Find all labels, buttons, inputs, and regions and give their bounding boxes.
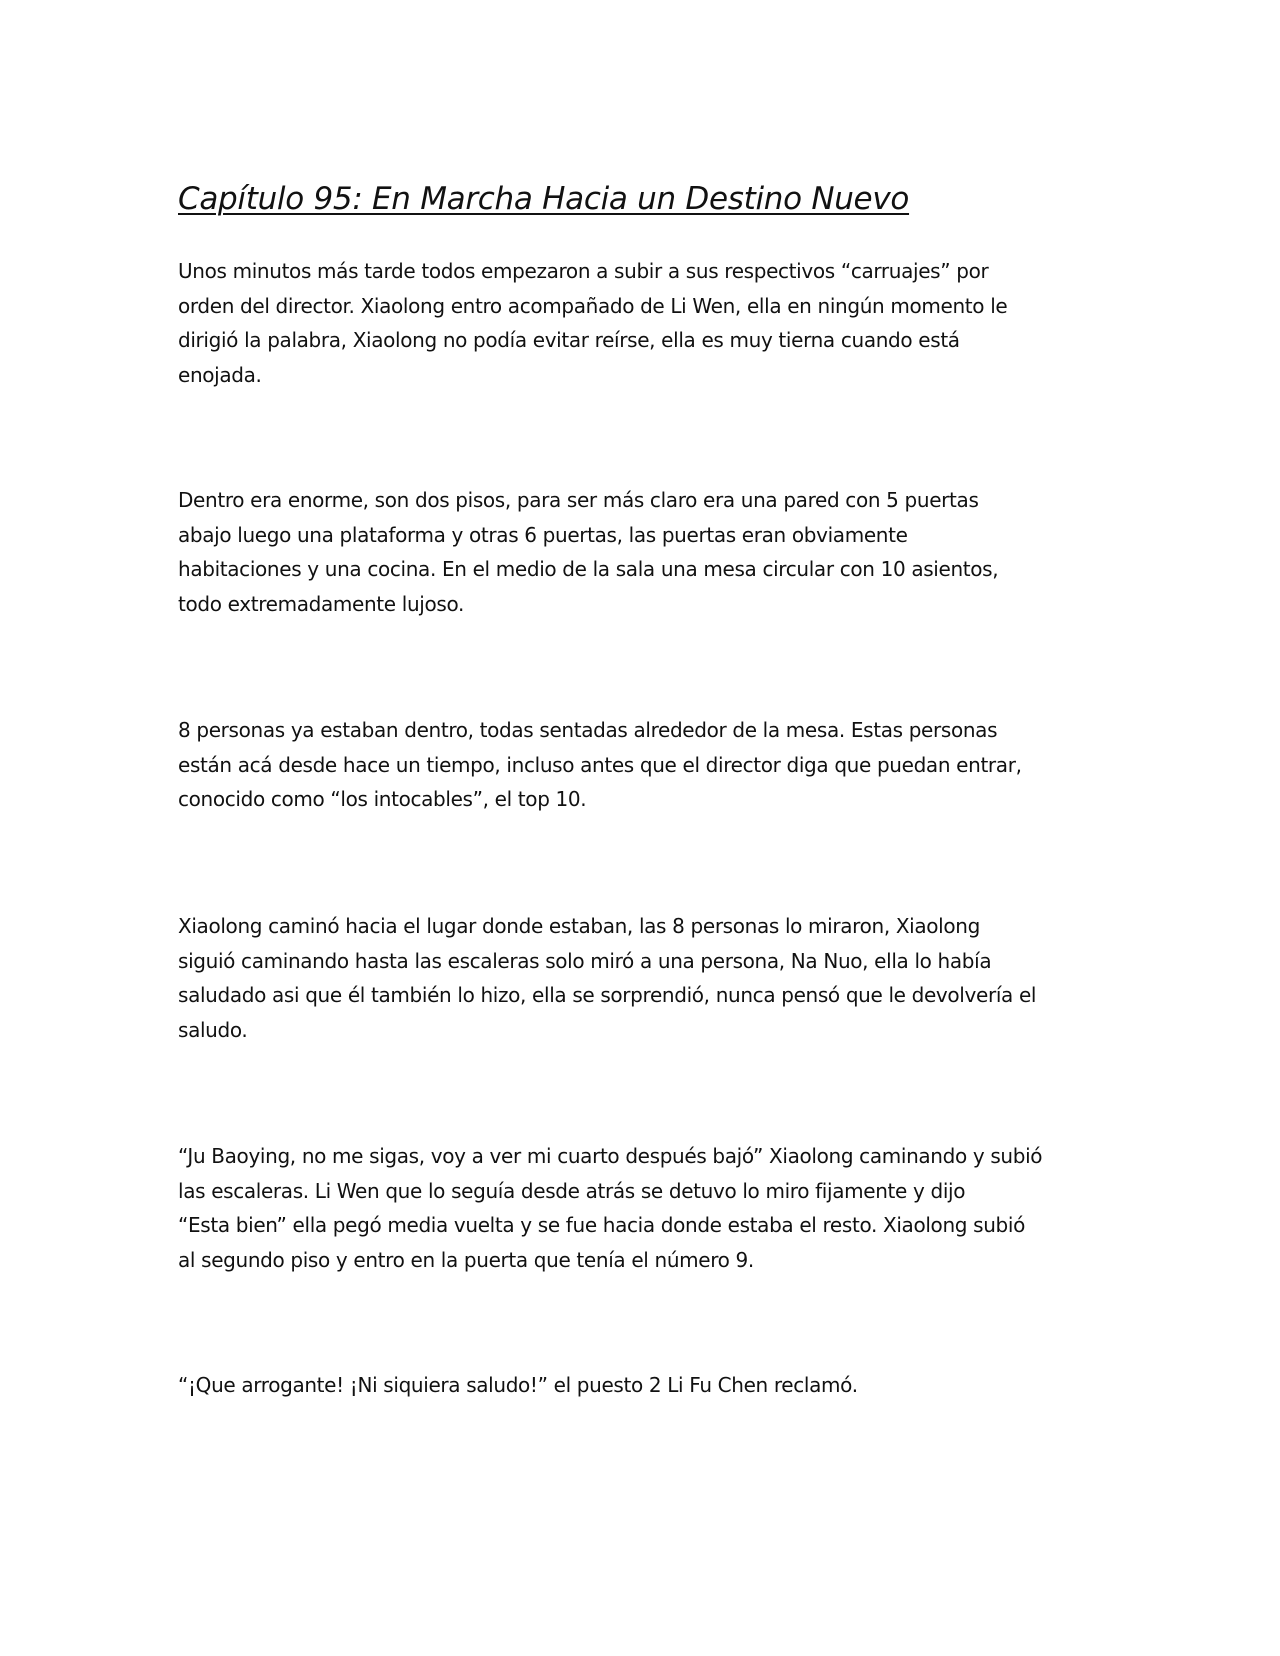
paragraph-line: 8 personas ya estaban dentro, todas sentadas alrededor de la mesa. Estas personas <box>178 718 998 742</box>
paragraph-line: “Esta bien” ella pegó media vuelta y se fue hacia donde estaba el resto. Xiaolong subió <box>178 1213 1025 1237</box>
paragraph <box>178 1139 1103 1277</box>
paragraph-line: saludado asi que él también lo hizo, ella se sorprendió, nunca pensó que le devolvería el <box>178 983 1037 1007</box>
paragraph-line: las escaleras. Li Wen que lo seguía desde atrás se detuvo lo miro fijamente y dijo <box>178 1178 966 1203</box>
paragraph-line: todo extremadamente lujoso. <box>178 591 464 616</box>
paragraph-line: conocido como “los intocables”, el top 10. <box>178 787 587 811</box>
paragraph-line: habitaciones y una cocina. En el medio de la sala una mesa circular con 10 asientos, <box>178 557 999 581</box>
paragraph-line: Xiaolong caminó hacia el lugar donde estaban, las 8 personas lo miraron, Xiaolong <box>178 914 980 938</box>
paragraph-line: al segundo piso y entro en la puerta que tenía el número 9. <box>178 1247 754 1272</box>
paragraph-line: Unos minutos más tarde todos empezaron a subir a sus respectivos “carruajes” por <box>178 259 989 283</box>
paragraph-line: siguió caminando hasta las escaleras solo miró a una persona, Na Nuo, ella lo había <box>178 948 992 973</box>
paragraph-line: “¡Que arrogante! ¡Ni siquiera saludo!” el puesto 2 Li Fu Chen reclamó. <box>178 1373 858 1397</box>
paragraph-line: “Ju Baoying, no me sigas, voy a ver mi cuarto después bajó” Xiaolong caminando y subió <box>178 1144 1043 1168</box>
paragraph-line: Dentro era enorme, son dos pisos, para ser más claro era una pared con 5 puertas <box>178 488 979 512</box>
paragraph <box>178 254 1103 392</box>
chapter-title: Capítulo 95: En Marcha Hacia un Destino Nuevo <box>178 181 910 217</box>
paragraph <box>178 909 1103 1047</box>
paragraph <box>178 1368 1103 1403</box>
paragraph-line: dirigió la palabra, Xiaolong no podía evitar reírse, ella es muy tierna cuando está <box>178 328 960 352</box>
paragraph <box>178 713 1103 817</box>
paragraph <box>178 483 1103 621</box>
paragraph-line: orden del director. Xiaolong entro acompañado de Li Wen, ella en ningún momento le <box>178 293 1008 318</box>
paragraph-line: enojada. <box>178 362 262 387</box>
paragraph-line: abajo luego una plataforma y otras 6 puertas, las puertas eran obviamente <box>178 522 908 547</box>
paragraph-line: saludo. <box>178 1017 248 1042</box>
paragraph-line: están acá desde hace un tiempo, incluso antes que el director diga que puedan entrar, <box>178 752 1022 777</box>
